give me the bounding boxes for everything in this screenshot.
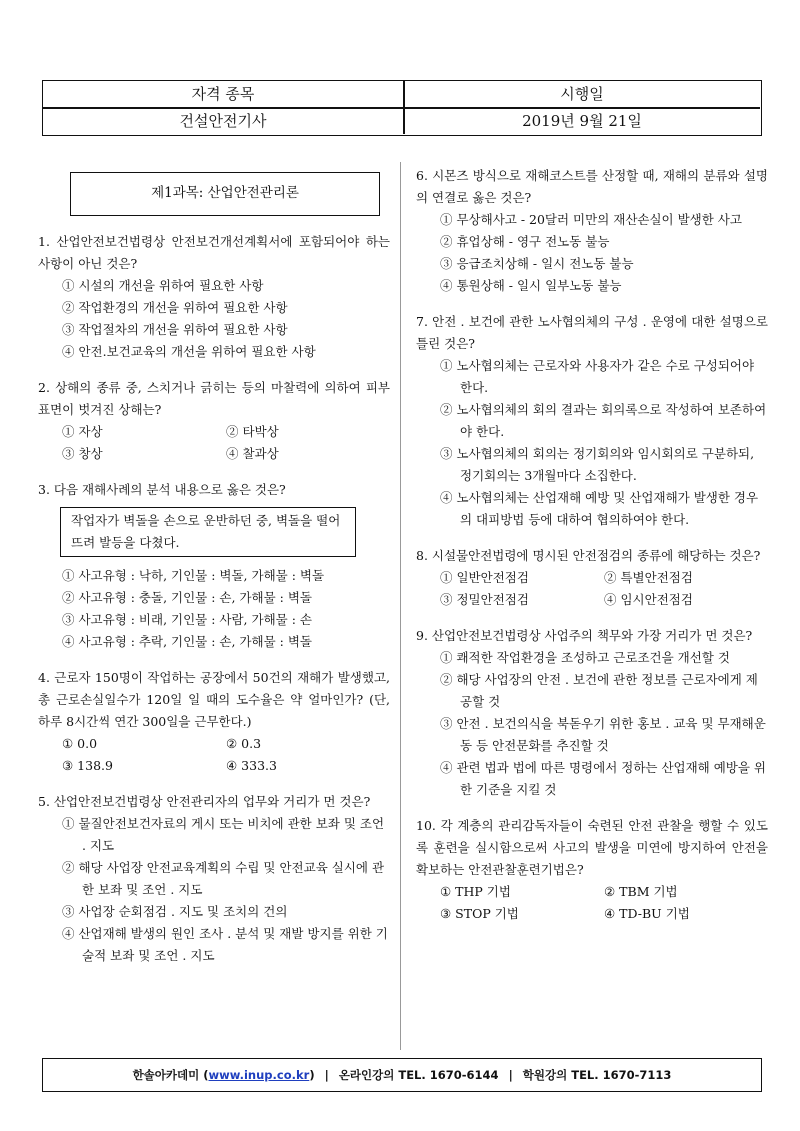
question-text: 5. 산업안전보건법령상 안전관리자의 업무와 거리가 먼 것은? (38, 794, 371, 809)
option-4: ④ 노사협의체는 산업재해 예방 및 산업재해가 발생한 경우의 대피방법 등에 대하여 협의하여야 한다. (440, 490, 759, 527)
question-6 (416, 165, 768, 297)
option-3: ③ 138.9 (62, 758, 113, 773)
option-1: ① 쾌적한 작업환경을 조성하고 근로조건을 개선할 것 (440, 650, 730, 665)
question-7 (416, 311, 768, 531)
qualification-label: 자격 종목 (191, 85, 255, 103)
exam-date-value: 2019년 9월 21일 (522, 112, 642, 130)
option-2: ② TBM 기법 (604, 884, 678, 899)
question-text: 3. 다음 재해사례의 분석 내용으로 옳은 것은? (38, 482, 286, 497)
exam-date-label: 시행일 (560, 85, 604, 103)
option-2: ② 타박상 (226, 424, 279, 439)
question-text: 4. 근로자 150명이 작업하는 공장에서 50건의 재해가 발생했고, 총 근로손실일수가 120일 일 때의 도수율은 약 얼마인가? (단, 하루 8시간씩 연간 300일을 근무한다.) (38, 670, 390, 729)
option-3: ③ 응급조치상해 - 일시 전노동 불능 (440, 256, 634, 271)
option-3: ③ 사고유형 : 비래, 기인물 : 사람, 가해물 : 손 (62, 612, 312, 627)
qualification-value: 건설안전기사 (179, 112, 267, 130)
footer-separator: | (508, 1068, 513, 1082)
close-paren: ) (309, 1068, 315, 1082)
option-3: ③ 노사협의체의 회의는 정기회의와 임시회의로 구분하되, 정기회의는 3개월마다 소집한다. (440, 446, 755, 483)
right-column (416, 165, 768, 939)
question-4 (38, 667, 390, 777)
option-3: ③ 안전 . 보건의식을 북돋우기 위한 홍보 . 교육 및 무재해운동 등 안전문화를 추진할 것 (440, 716, 766, 753)
academy-name: 한솔아카데미 ( (132, 1068, 209, 1082)
exam-header-table (42, 80, 762, 136)
column-divider (400, 162, 401, 1050)
option-2: ② 노사협의체의 회의 결과는 회의록으로 작성하여 보존하여야 한다. (440, 402, 767, 439)
question-text: 6. 시몬즈 방식으로 재해코스트를 산정할 때, 재해의 분류와 설명의 연결로 옳은 것은? (416, 168, 768, 205)
online-phone: 온라인강의 TEL. 1670-6144 (338, 1068, 499, 1082)
option-1: ① THP 기법 (440, 884, 511, 899)
question-9 (416, 625, 768, 801)
question-text: 10. 각 계층의 관리감독자들이 숙련된 안전 관찰을 행할 수 있도록 훈련을 실시함으로써 사고의 발생을 미연에 방지하여 안전을 확보하는 안전관찰훈련기법은? (416, 818, 768, 877)
question-text: 1. 산업안전보건법령상 안전보건개선계획서에 포함되어야 하는 사항이 아닌 것은? (38, 234, 390, 271)
option-3: ③ STOP 기법 (440, 906, 519, 921)
option-2: ② 작업환경의 개선을 위하여 필요한 사항 (62, 300, 288, 315)
option-1: ① 자상 (62, 424, 103, 439)
question-3 (38, 479, 390, 653)
option-4: ④ 관련 법과 법에 따른 명령에서 정하는 산업재해 예방을 위한 기준을 지킬 것 (440, 760, 766, 797)
option-1: ① 사고유형 : 낙하, 기인물 : 벽돌, 가해물 : 벽돌 (62, 568, 325, 583)
option-1: ① 0.0 (62, 736, 98, 751)
question-text: 2. 상해의 종류 중, 스치거나 긁히는 등의 마찰력에 의하여 피부 표면이 벗겨진 상해는? (38, 380, 390, 417)
option-4: ④ 찰과상 (226, 446, 279, 461)
option-4: ④ TD-BU 기법 (604, 906, 690, 921)
question-1 (38, 231, 390, 363)
option-2: ② 휴업상해 - 영구 전노동 불능 (440, 234, 610, 249)
subject-title: 제1과목: 산업안전관리론 (70, 172, 380, 216)
option-2: ② 0.3 (226, 736, 262, 751)
option-4: ④ 산업재해 발생의 원인 조사 . 분석 및 재발 방지를 위한 기술적 보좌 및 조언 . 지도 (62, 926, 388, 963)
footer-bar (42, 1058, 762, 1092)
option-3: ③ 사업장 순회점검 . 지도 및 조치의 건의 (62, 904, 288, 919)
option-3: ③ 작업절차의 개선을 위하여 필요한 사항 (62, 322, 288, 337)
option-3: ③ 정밀안전점검 (440, 592, 529, 607)
question-5 (38, 791, 390, 967)
option-4: ④ 임시안전점검 (604, 592, 693, 607)
question-8 (416, 545, 768, 611)
option-1: ① 시설의 개선을 위하여 필요한 사항 (62, 278, 264, 293)
option-3: ③ 창상 (62, 446, 103, 461)
option-4: ④ 사고유형 : 추락, 기인물 : 손, 가해물 : 벽돌 (62, 634, 312, 649)
question-text: 8. 시설물안전법령에 명시된 안전점검의 종류에 해당하는 것은? (416, 548, 761, 563)
option-4: ④ 통원상해 - 일시 일부노동 불능 (440, 278, 622, 293)
offline-phone: 학원강의 TEL. 1670-7113 (522, 1068, 672, 1082)
question-text: 9. 산업안전보건법령상 사업주의 책무와 가장 거리가 먼 것은? (416, 628, 753, 643)
option-1: ① 노사협의체는 근로자와 사용자가 같은 수로 구성되어야 한다. (440, 358, 755, 395)
option-2: ② 사고유형 : 충돌, 기인물 : 손, 가해물 : 벽돌 (62, 590, 312, 605)
academy-website-link[interactable]: www.inup.co.kr (208, 1068, 310, 1082)
option-4: ④ 333.3 (226, 758, 277, 773)
option-2: ② 해당 사업장 안전교육계획의 수립 및 안전교육 실시에 관한 보좌 및 조언 . 지도 (62, 860, 385, 897)
case-description-box: 작업자가 벽돌을 손으로 운반하던 중, 벽돌을 떨어뜨려 발등을 다쳤다. (60, 507, 356, 557)
footer-separator: | (324, 1068, 329, 1082)
question-text: 7. 안전 . 보건에 관한 노사협의체의 구성 . 운영에 대한 설명으로 틀린 것은? (416, 314, 768, 351)
option-2: ② 특별안전점검 (604, 570, 693, 585)
option-1: ① 일반안전점검 (440, 570, 529, 585)
question-2 (38, 377, 390, 465)
question-10 (416, 815, 768, 925)
option-1: ① 물질안전보건자료의 게시 또는 비치에 관한 보좌 및 조언 . 지도 (62, 816, 385, 853)
left-column (38, 231, 390, 981)
option-1: ① 무상해사고 - 20달러 미만의 재산손실이 발생한 사고 (440, 212, 742, 227)
option-2: ② 해당 사업장의 안전 . 보건에 관한 정보를 근로자에게 제공할 것 (440, 672, 758, 709)
option-4: ④ 안전.보건교육의 개선을 위하여 필요한 사항 (62, 344, 316, 359)
